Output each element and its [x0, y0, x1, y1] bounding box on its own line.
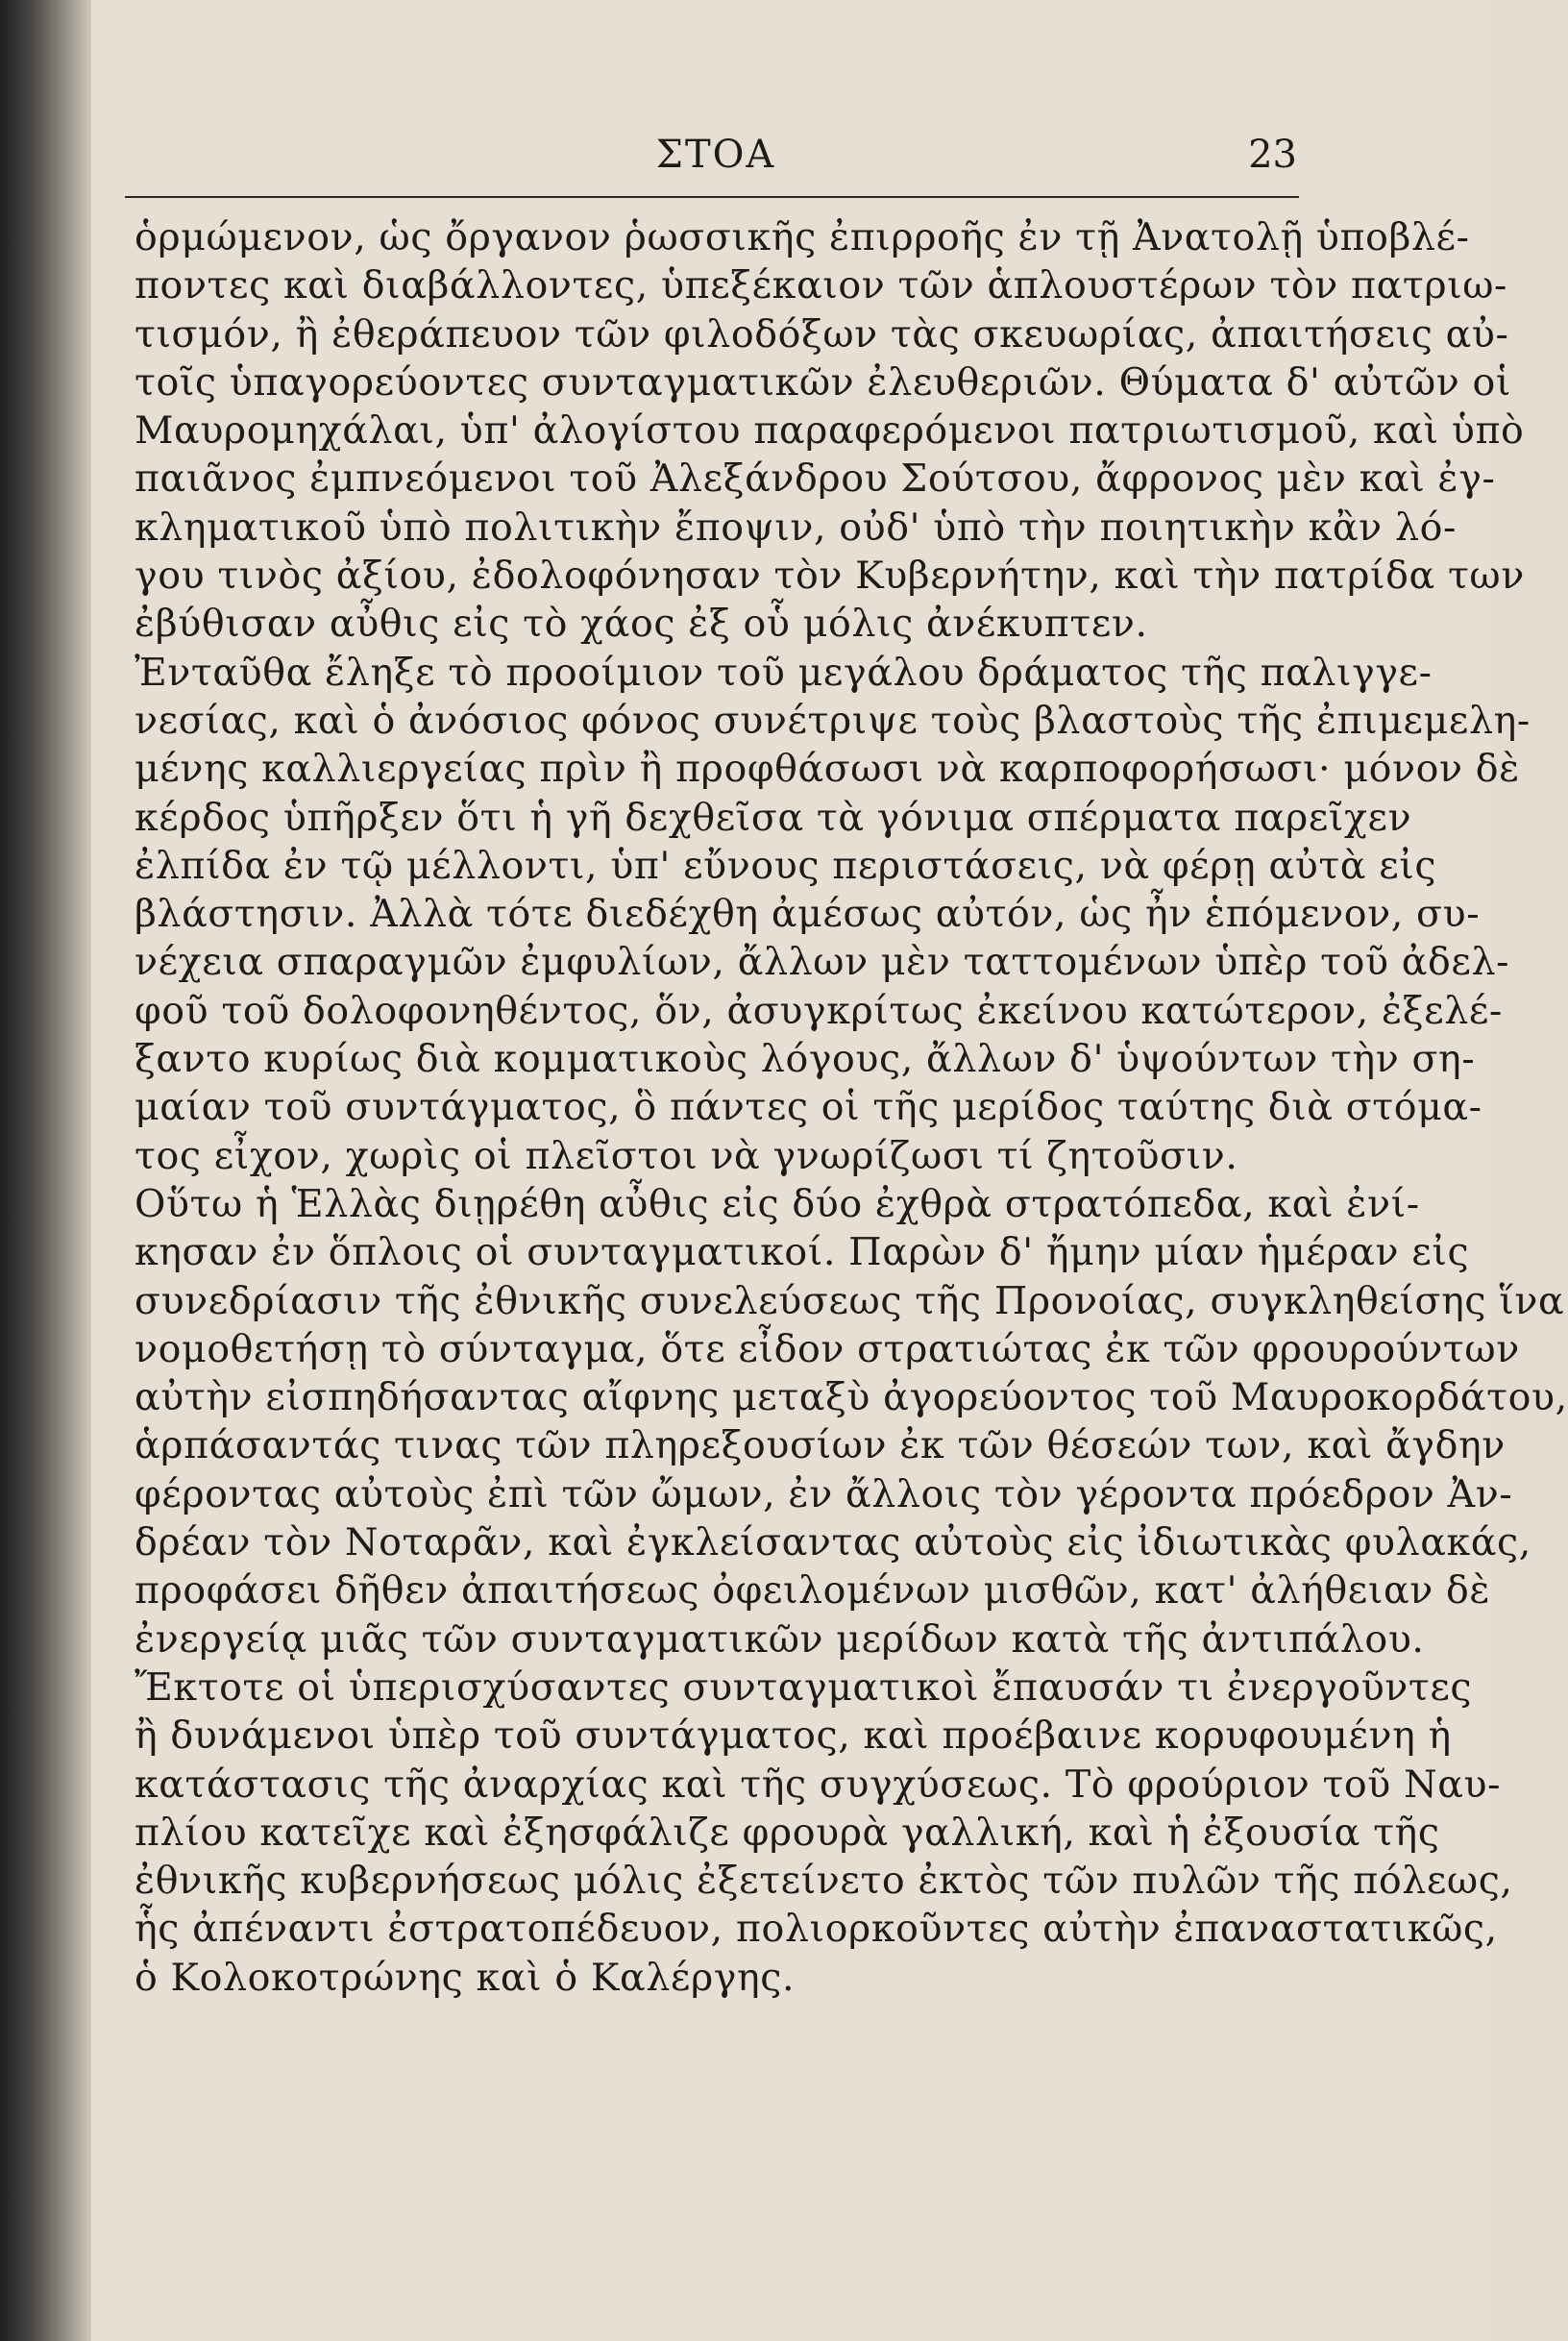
text-line: νομοθετήσῃ τὸ σύνταγμα, ὅτε εἶδον στρατιώτας ἐκ τῶν φρουρούντων	[135, 1326, 1520, 1371]
text-line: τοῖς ὑπαγορεύοντες συνταγματικῶν ἐλευθεριῶν. Θύματα δ' αὐτῶν οἱ	[135, 359, 1511, 405]
text-line: ἐθνικῆς κυβερνήσεως μόλις ἐξετείνετο ἐκτὸς τῶν πυλῶν τῆς πόλεως,	[135, 1859, 1513, 1904]
text-line: ἁρπάσαντάς τινας τῶν πληρεξουσίων ἐκ τῶν θέσεών των, καὶ ἄγδην	[135, 1423, 1506, 1468]
text-line: βλάστησιν. Ἀλλὰ τότε διεδέχθη ἀμέσως αὐτόν, ὡς ἦν ἑπόμενον, συ-	[135, 892, 1481, 937]
text-line: ἢ δυνάμενοι ὑπὲρ τοῦ συντάγματος, καὶ προέβαινε κορυφουμένη ἡ	[135, 1713, 1452, 1759]
text-line: κληματικοῦ ὑπὸ πολιτικὴν ἔποψιν, οὐδ' ὑπὸ τὴν ποιητικὴν κἂν λό-	[135, 505, 1457, 550]
text-line: νεσίας, καὶ ὁ ἀνόσιος φόνος συνέτριψε τοὺς βλαστοὺς τῆς ἐπιμεμελη-	[135, 698, 1531, 743]
text-line: κησαν ἐν ὅπλοις οἱ συνταγματικοί. Παρὼν δ' ἤμην μίαν ἡμέραν εἰς	[135, 1230, 1470, 1275]
page-header	[135, 133, 1297, 190]
text-line: κέρδος ὑπῆρξεν ὅτι ἡ γῆ δεχθεῖσα τὰ γόνιμα σπέρματα παρεῖχεν	[135, 795, 1412, 840]
text-line: μαίαν τοῦ συντάγματος, ὃ πάντες οἱ τῆς μερίδος ταύτης διὰ στόμα-	[135, 1085, 1482, 1130]
text-line: γου τινὸς ἀξίου, ἐδολοφόνησαν τὸν Κυβερνήτην, καὶ τὴν πατρίδα των	[135, 554, 1525, 599]
text-line: ἐβύθισαν αὖθις εἰς τὸ χάος ἐξ οὗ μόλις ἀνέκυπτεν.	[135, 602, 1148, 647]
page-number: 23	[1248, 133, 1297, 177]
body-text	[135, 213, 1568, 2002]
text-line: προφάσει δῆθεν ἀπαιτήσεως ὀφειλομένων μισθῶν, κατ' ἀλήθειαν δὲ	[135, 1568, 1491, 1614]
text-line: Οὕτω ἡ Ἑλλὰς διῃρέθη αὖθις εἰς δύο ἐχθρὰ στρατόπεδα, καὶ ἐνί-	[135, 1181, 1420, 1226]
text-line: δρέαν τὸν Νοταρᾶν, καὶ ἐγκλείσαντας αὐτοὺς εἰς ἰδιωτικὰς φυλακάς,	[135, 1520, 1531, 1565]
text-line: ὁρμώμενον, ὡς ὄργανον ῥωσσικῆς ἐπιρροῆς ἐν τῇ Ἀνατολῇ ὑποβλέ-	[135, 215, 1470, 259]
text-line: μένης καλλιεργείας πρὶν ἢ προφθάσωσι νὰ καρποφορήσωσι· μόνον δὲ	[135, 747, 1520, 792]
text-line: ὁ Κολοκοτρώνης καὶ ὁ Καλέργης.	[135, 1955, 796, 2000]
header-rule	[125, 190, 1299, 198]
running-title: ΣΤΟΑ	[655, 133, 776, 177]
text-line: συνεδρίασιν τῆς ἐθνικῆς συνελεύσεως τῆς Προνοίας, συγκληθείσης ἵνα	[135, 1278, 1565, 1323]
text-line: παιᾶνος ἐμπνεόμενοι τοῦ Ἀλεξάνδρου Σούτσου, ἄφρονος μὲν καὶ ἐγ-	[135, 456, 1496, 502]
text-line: νέχεια σπαραγμῶν ἐμφυλίων, ἄλλων μὲν ταττομένων ὑπὲρ τοῦ ἀδελ-	[135, 940, 1510, 985]
text-line: κατάστασις τῆς ἀναρχίας καὶ τῆς συγχύσεως. Τὸ φρούριον τοῦ Ναυ-	[135, 1762, 1502, 1807]
book-binding-shadow	[0, 0, 91, 2341]
text-line: Ἔκτοτε οἱ ὑπερισχύσαντες συνταγματικοὶ ἔπαυσάν τι ἐνεργοῦντες	[135, 1664, 1473, 1710]
text-line: αὐτὴν εἰσπηδήσαντας αἴφνης μεταξὺ ἀγορεύοντος τοῦ Μαυροκορδάτου,	[135, 1375, 1568, 1420]
text-line: φέροντας αὐτοὺς ἐπὶ τῶν ὤμων, ἐν ἄλλοις τὸν γέροντα πρόεδρον Ἀν-	[135, 1471, 1513, 1516]
text-line: τισμόν, ἢ ἐθεράπευον τῶν φιλοδόξων τὰς σκευωρίας, ἀπαιτήσεις αὐ-	[135, 311, 1509, 357]
text-line: τος εἶχον, χωρὶς οἱ πλεῖστοι νὰ γνωρίζωσι τί ζητοῦσιν.	[135, 1133, 1238, 1178]
text-line: Ἐνταῦθα ἔληξε τὸ προοίμιον τοῦ μεγάλου δράματος τῆς παλιγγε-	[135, 650, 1433, 695]
text-line: πλίου κατεῖχε καὶ ἐξησφάλιζε φρουρὰ γαλλική, καὶ ἡ ἐξουσία τῆς	[135, 1810, 1440, 1855]
text-line: φοῦ τοῦ δολοφονηθέντος, ὅν, ἀσυγκρίτως ἐκείνου κατώτερον, ἐξελέ-	[135, 988, 1503, 1033]
text-line: ξαντο κυρίως διὰ κομματικοὺς λόγους, ἄλλων δ' ὑψούντων τὴν ση-	[135, 1037, 1476, 1082]
text-line: ἐνεργείᾳ μιᾶς τῶν συνταγματικῶν μερίδων κατὰ τῆς ἀντιπάλου.	[135, 1616, 1425, 1662]
text-line: ἐλπίδα ἐν τῷ μέλλοντι, ὑπ' εὔνους περιστάσεις, νὰ φέρῃ αὐτὰ εἰς	[135, 843, 1437, 888]
text-line: ἧς ἀπέναντι ἐστρατοπέδευον, πολιορκοῦντες αὐτὴν ἐπαναστατικῶς,	[135, 1907, 1498, 1952]
text-line: ποντες καὶ διαβάλλοντες, ὑπεξέκαιον τῶν ἁπλουστέρων τὸν πατριω-	[135, 263, 1507, 308]
text-line: Μαυρομηχάλαι, ὑπ' ἀλογίστου παραφερόμενοι πατριωτισμοῦ, καὶ ὑπὸ	[135, 408, 1525, 454]
